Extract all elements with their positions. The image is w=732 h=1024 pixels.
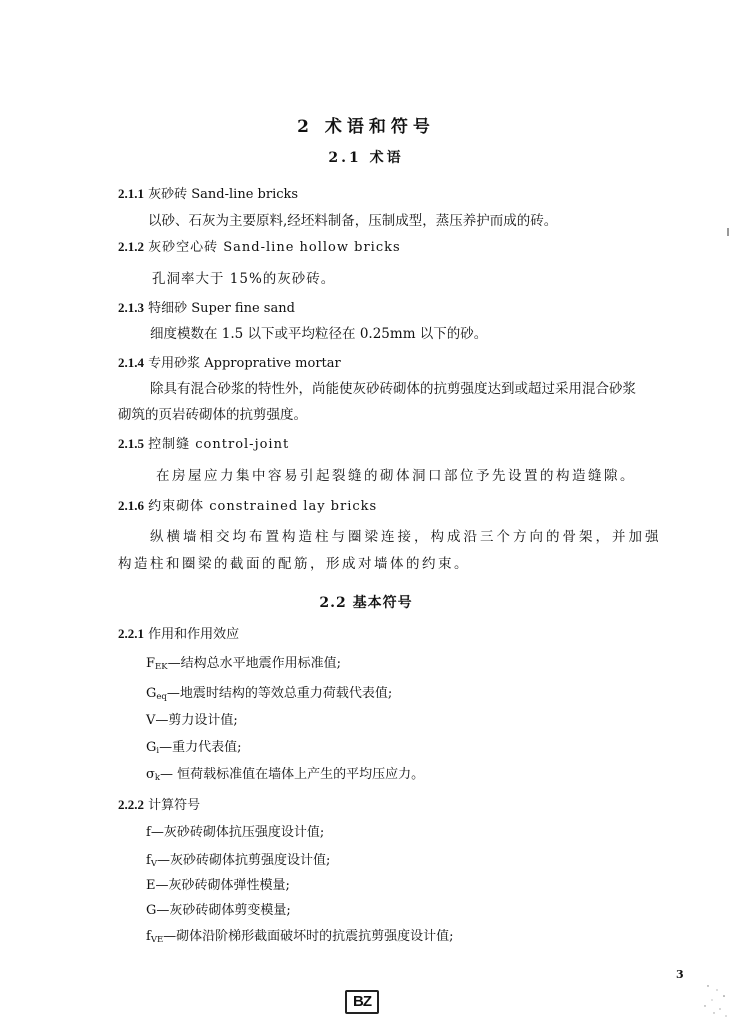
term-description: 以砂、石灰为主要原料,经坯料制备，压制成型，蒸压养护而成的砖。 (148, 213, 558, 229)
subsection-title: 计算符号 (148, 798, 201, 813)
symbol: G (146, 903, 157, 918)
symbol-subscript: eq (156, 692, 167, 702)
symbol-definition: —砌体沿阶梯形截面破坏时的抗震抗剪强度设计值; (163, 929, 454, 944)
symbol-definition: — 恒荷载标准值在墙体上产生的平均压应力。 (160, 767, 425, 782)
symbol: f (146, 825, 151, 840)
scan-noise-specks (700, 980, 730, 1020)
symbol-subscript: V (150, 859, 157, 869)
symbol: F (146, 656, 156, 671)
symbol-entry (146, 825, 324, 841)
term-2-1-5 (118, 436, 289, 453)
term-title: 特细砂 Super fine sand (148, 301, 295, 316)
subsection-2-2-1 (118, 626, 239, 643)
term-title: 灰砂砖 Sand-line bricks (148, 187, 299, 202)
term-title: 约束砌体 constrained lay bricks (148, 499, 378, 514)
symbol: f (146, 853, 151, 868)
scan-mark (727, 228, 729, 236)
term-description-line-2: 构造柱和圈梁的截面的配筋，形成对墙体的约束。 (118, 556, 470, 572)
symbol-entry (146, 656, 341, 672)
symbol-entry (146, 686, 392, 702)
term-2-1-6 (118, 498, 377, 515)
term-number: 2.1.5 (118, 436, 144, 451)
symbol-definition: —结构总水平地震作用标准值; (167, 656, 341, 671)
term-number: 2.1.4 (118, 355, 144, 370)
term-description-line-1: 纵横墙相交均布置构造柱与圈梁连接，构成沿三个方向的骨架，并加强 (150, 529, 662, 545)
term-number: 2.1.3 (118, 300, 144, 315)
section-heading-terms: 2.1 术语 (328, 150, 404, 166)
section-heading-symbols: 2.2 基本符号 (319, 595, 413, 611)
symbol: E (146, 878, 156, 893)
symbol-definition: —灰砂砖砌体弹性模量; (155, 878, 290, 893)
term-description-line-2: 砌筑的页岩砖砌体的抗剪强度。 (118, 407, 307, 423)
symbol-entry (146, 740, 242, 756)
symbol-definition: —地震时结构的等效总重力荷载代表值; (166, 686, 393, 701)
term-description: 在房屋应力集中容易引起裂缝的砌体洞口部位予先设置的构造缝隙。 (156, 468, 636, 484)
symbol: f (146, 929, 151, 944)
symbol-definition: —灰砂砖砌体抗剪强度设计值; (156, 853, 331, 868)
symbol: G (146, 686, 157, 701)
symbol: G (146, 740, 157, 755)
page-number: 3 (676, 968, 684, 981)
symbol-entry (146, 929, 454, 945)
symbol-entry (146, 713, 238, 729)
chapter-title: 2 术语和符号 (297, 117, 435, 137)
symbol-definition: —灰砂砖砌体剪变模量; (156, 903, 291, 918)
symbol-definition: —重力代表值; (159, 740, 242, 755)
symbol-subscript: EK (155, 662, 168, 672)
subsection-2-2-2 (118, 797, 200, 814)
symbol-definition: —灰砂砖砌体抗压强度设计值; (150, 825, 325, 840)
symbol-subscript: VE (150, 935, 164, 945)
term-number: 2.1.2 (118, 239, 144, 254)
term-description-line-1: 除具有混合砂浆的特性外，尚能使灰砂砖砌体的抗剪强度达到或超过采用混合砂浆 (150, 381, 636, 397)
symbol: V (146, 713, 156, 728)
symbol: σ (146, 767, 155, 782)
subsection-title: 作用和作用效应 (148, 627, 240, 642)
term-2-1-1 (118, 186, 298, 203)
term-number: 2.1.1 (118, 186, 144, 201)
subsection-number: 2.2.2 (118, 797, 144, 812)
symbol-entry (146, 853, 330, 869)
bz-logo: BZ (345, 990, 379, 1014)
term-description: 细度模数在 1.5 以下或平均粒径在 0.25mm 以下的砂。 (150, 326, 488, 342)
term-description: 孔洞率大于 15%的灰砂砖。 (152, 271, 336, 287)
symbol-entry (146, 878, 290, 894)
symbol-entry (146, 903, 291, 919)
symbol-subscript: i (156, 746, 160, 756)
symbol-definition: —剪力设计值; (155, 713, 238, 728)
term-title: 专用砂浆 Approprative mortar (148, 356, 341, 371)
term-2-1-2 (118, 239, 401, 256)
term-title: 灰砂空心砖 Sand-line hollow bricks (148, 240, 401, 255)
symbol-subscript: k (154, 773, 161, 783)
subsection-number: 2.2.1 (118, 626, 144, 641)
term-2-1-3 (118, 300, 295, 317)
term-number: 2.1.6 (118, 498, 144, 513)
term-title: 控制缝 control-joint (148, 437, 290, 452)
symbol-entry (146, 767, 424, 783)
term-2-1-4 (118, 355, 341, 372)
